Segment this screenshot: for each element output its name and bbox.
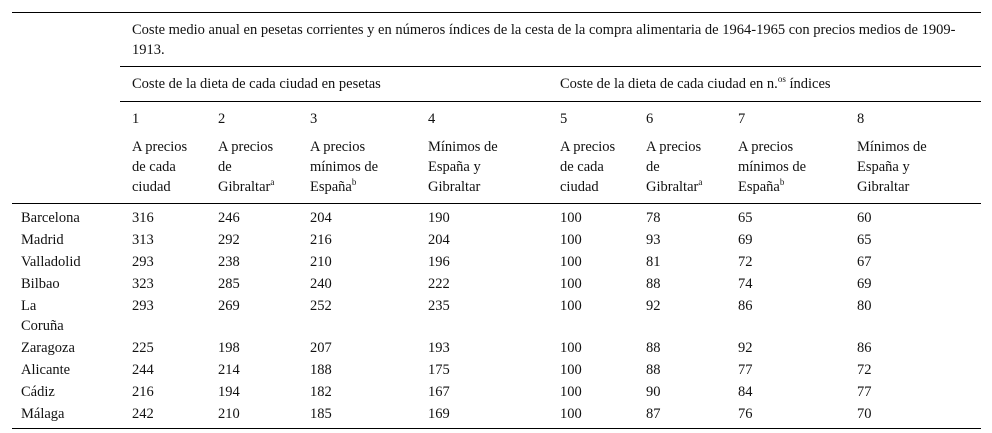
table-cell: 78: [646, 210, 661, 226]
group-header-indices: Coste de la dieta de cada ciudad en n.$^{os}$ índices: [548, 67, 981, 102]
table-cell: 246: [218, 210, 240, 226]
table-cell: 100: [560, 298, 582, 314]
table-cell: 100: [560, 232, 582, 248]
table-cell: 87: [646, 403, 738, 429]
table-row: [12, 403, 981, 429]
table-cell: 198: [218, 340, 240, 356]
table-row: [12, 204, 981, 230]
column-number: 2: [218, 102, 310, 138]
table-cell: 77: [857, 384, 872, 400]
column-header: A precios mínimos de España$^b$: [310, 139, 379, 195]
column-number: 3: [310, 102, 428, 138]
cost-table: [12, 12, 981, 429]
row-city: Madrid: [21, 232, 64, 248]
table-cell: 240: [310, 276, 332, 292]
column-header: A precios de Gibraltar$^a$: [218, 139, 275, 195]
table-cell: 86: [738, 298, 753, 314]
column-header: A precios de cada ciudad: [132, 139, 188, 195]
table-cell: 93: [646, 232, 661, 248]
column-header: Mínimos de España y Gibraltar: [857, 139, 927, 195]
table-cell: 86: [857, 340, 872, 356]
table-cell: 74: [738, 276, 753, 292]
table-cell: 313: [132, 232, 154, 248]
row-city: Bilbao: [21, 276, 60, 292]
table-cell: 76: [738, 403, 857, 429]
table-cell: 244: [132, 362, 154, 378]
row-city: La Coruña: [21, 298, 64, 334]
table-cell: 100: [560, 276, 582, 292]
table-cell: 88: [646, 362, 661, 378]
table-cell: 100: [560, 254, 582, 270]
column-number-row: [12, 102, 981, 138]
table-row: [12, 295, 981, 337]
table-cell: 293: [132, 254, 154, 270]
table-cell: 65: [738, 210, 753, 226]
group-header-row: [12, 67, 981, 102]
column-number: 5: [548, 102, 646, 138]
table-row: [12, 337, 981, 359]
table-cell: 84: [738, 384, 753, 400]
table-cell: 269: [218, 298, 240, 314]
row-city: Málaga: [12, 403, 120, 429]
table-cell: 242: [120, 403, 218, 429]
row-city: Zaragoza: [21, 340, 75, 356]
table-cell: 92: [646, 298, 661, 314]
table-row: [12, 229, 981, 251]
column-header-row: [12, 137, 981, 204]
table-cell: 72: [738, 254, 753, 270]
table-cell: 207: [310, 340, 332, 356]
table-cell: 100: [548, 403, 646, 429]
table-cell: 72: [857, 362, 872, 378]
table-cell: 292: [218, 232, 240, 248]
table-cell: 90: [646, 384, 661, 400]
table-cell: 323: [132, 276, 154, 292]
table-cell: 196: [428, 254, 450, 270]
table-cell: 293: [132, 298, 154, 314]
table-cell: 210: [218, 403, 310, 429]
table-cell: 60: [857, 210, 872, 226]
table-cell: 225: [132, 340, 154, 356]
column-header: A precios de cada ciudad: [560, 139, 616, 195]
table-cell: 182: [310, 384, 332, 400]
table-cell: 100: [560, 362, 582, 378]
table-cell: 100: [560, 340, 582, 356]
table-cell: 235: [428, 298, 450, 314]
table-cell: 188: [310, 362, 332, 378]
table-cell: 204: [310, 210, 332, 226]
table-cell: 88: [646, 276, 661, 292]
table-cell: 92: [738, 340, 753, 356]
title-row: [12, 13, 981, 67]
table-cell: 193: [428, 340, 450, 356]
table-row: [12, 273, 981, 295]
table-cell: 210: [310, 254, 332, 270]
row-city: Valladolid: [21, 254, 81, 270]
table-cell: 81: [646, 254, 661, 270]
table-cell: 169: [428, 403, 548, 429]
table-cell: 316: [132, 210, 154, 226]
table-cell: 222: [428, 276, 450, 292]
column-header: A precios de Gibraltar$^a$: [646, 139, 703, 195]
table-cell: 65: [857, 232, 872, 248]
row-city: Cádiz: [21, 384, 55, 400]
column-number: 4: [428, 102, 548, 138]
table-cell: 214: [218, 362, 240, 378]
row-city: Alicante: [21, 362, 71, 378]
table-cell: 88: [646, 340, 661, 356]
table-cell: 167: [428, 384, 450, 400]
table-cell: 69: [738, 232, 753, 248]
table-cell: 77: [738, 362, 753, 378]
table-cell: 100: [560, 210, 582, 226]
table-cell: 252: [310, 298, 332, 314]
table-cell: 175: [428, 362, 450, 378]
table-row: [12, 251, 981, 273]
table-cell: 216: [132, 384, 154, 400]
column-number: 6: [646, 102, 738, 138]
table-cell: 67: [857, 254, 872, 270]
table-cell: 80: [857, 298, 872, 314]
table-cell: 185: [310, 403, 428, 429]
column-number: 1: [120, 102, 218, 138]
table-cell: 204: [428, 232, 450, 248]
table-title: Coste medio anual en pesetas corrientes y en números índices de la cesta de la compra alimentaria de 1964-1965 con precios medios de 1909-1913.: [132, 22, 956, 58]
group-header-pesetas: Coste de la dieta de cada ciudad en pesetas: [120, 67, 548, 102]
table-cell: 100: [560, 384, 582, 400]
column-header: A precios mínimos de España$^b$: [738, 139, 807, 195]
column-number: 7: [738, 102, 857, 138]
table-cell: 285: [218, 276, 240, 292]
table-row: [12, 381, 981, 403]
table-cell: 238: [218, 254, 240, 270]
table-row: [12, 359, 981, 381]
table-cell: 216: [310, 232, 332, 248]
table-cell: 70: [857, 403, 981, 429]
row-city: Barcelona: [21, 210, 80, 226]
table-cell: 69: [857, 276, 872, 292]
column-header: Mínimos de España y Gibraltar: [428, 139, 498, 195]
table-cell: 190: [428, 210, 450, 226]
table-cell: 194: [218, 384, 240, 400]
column-number: 8: [857, 102, 981, 138]
